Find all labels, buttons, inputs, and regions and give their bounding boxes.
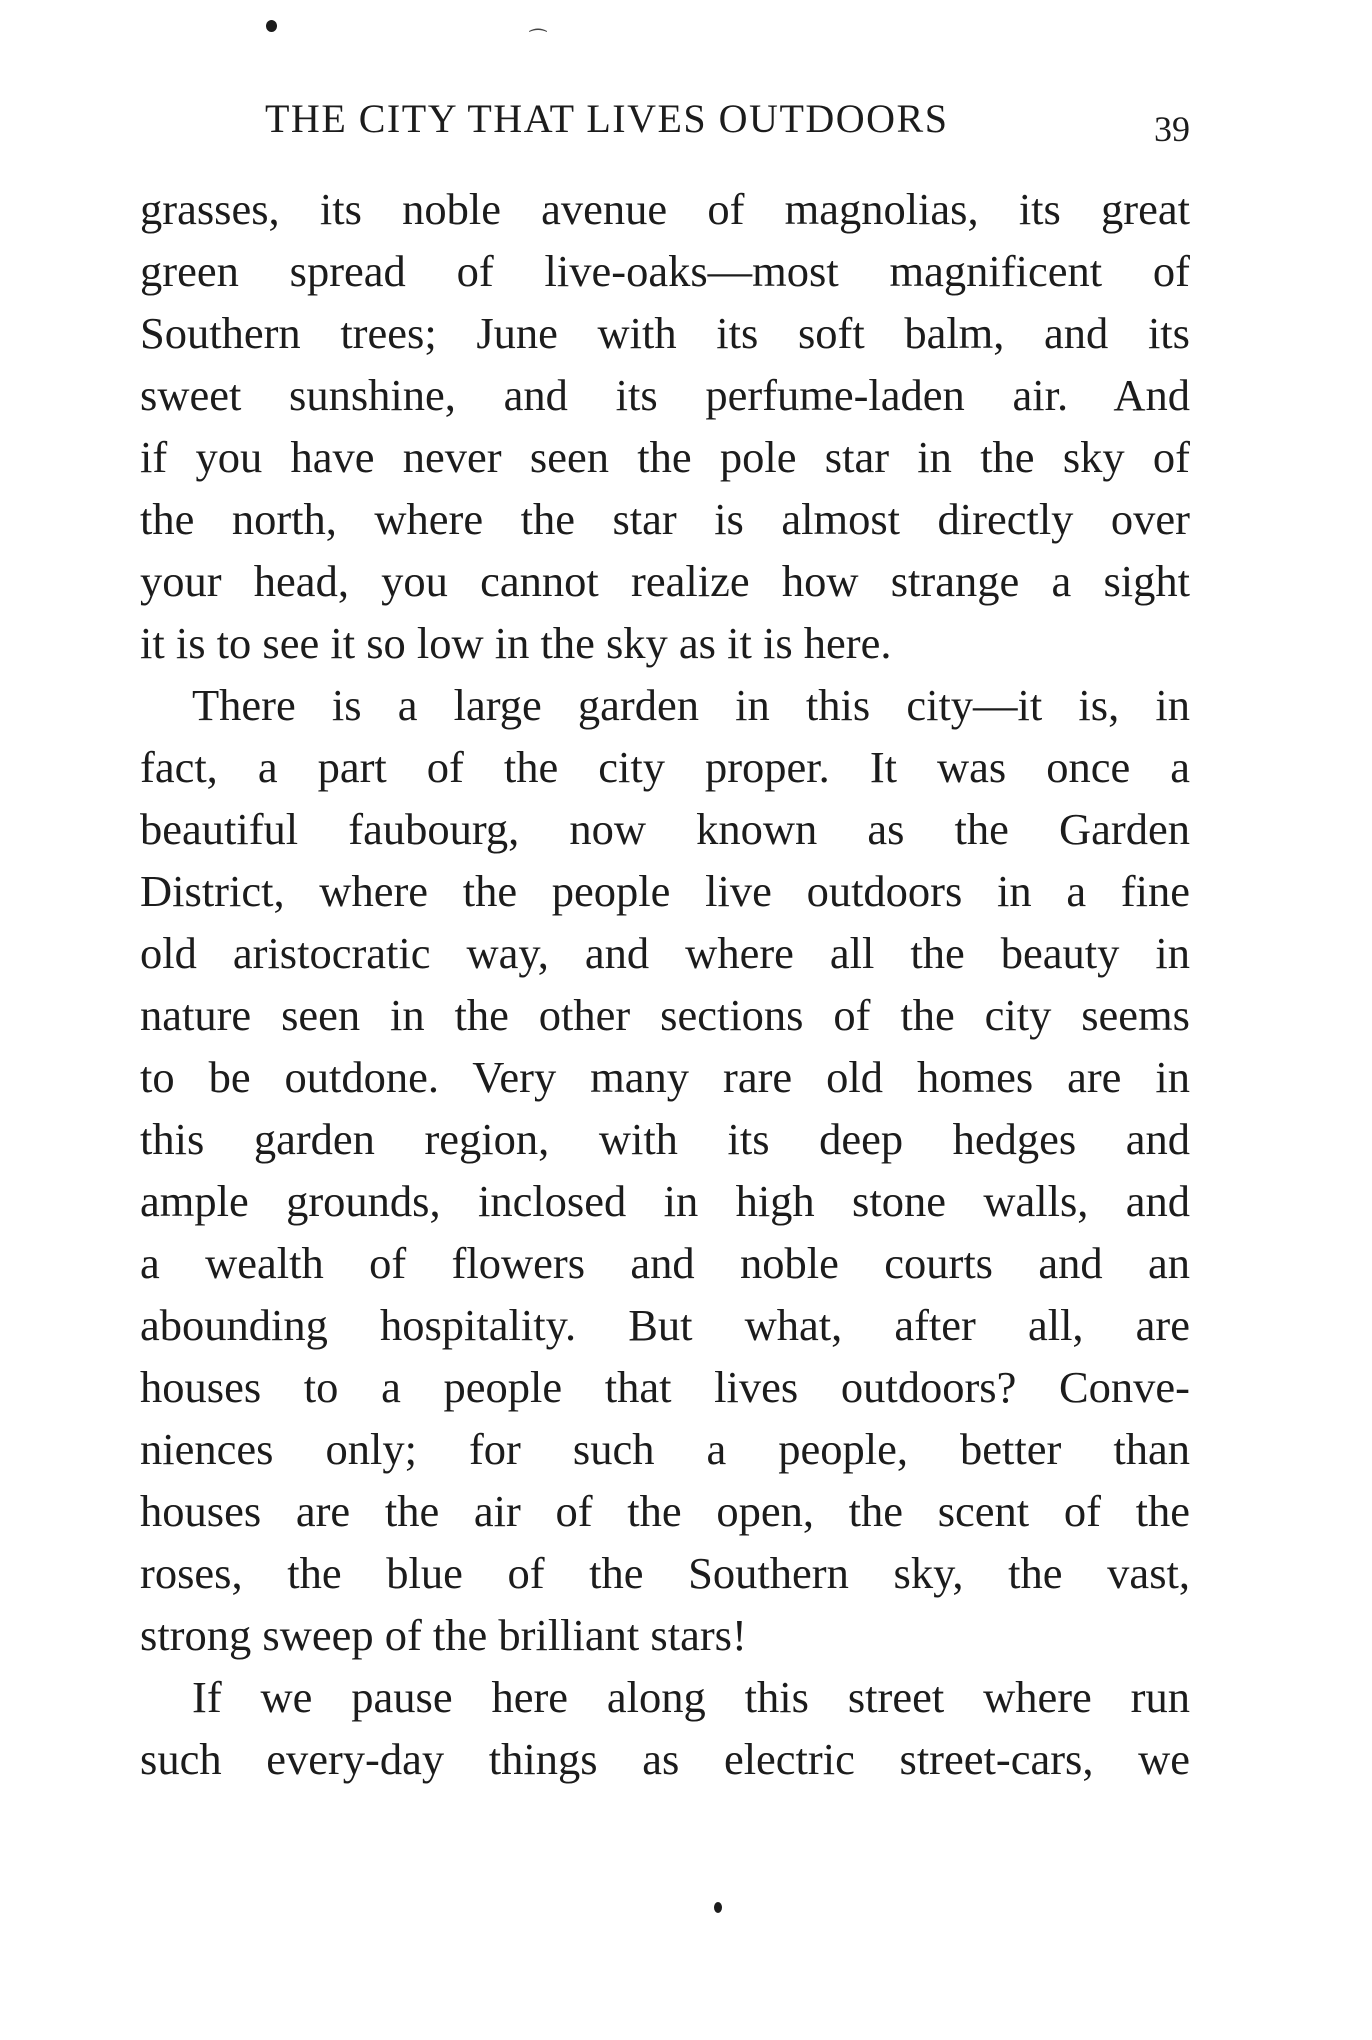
text-line: grasses, its noble avenue of magnolias, its great [140,184,1190,234]
text-line: District, where the people live outdoors in a fine [140,866,1190,916]
text-line: beautiful faubourg, now known as the Garden [140,804,1190,854]
text-line: a wealth of flowers and noble courts and an [140,1238,1190,1288]
text-line: There is a large garden in this city—it is, in [192,680,1190,730]
text-line: green spread of live-oaks—most magnificent of [140,246,1190,296]
page-header [140,94,1190,154]
text-line: ample grounds, inclosed in high stone walls, and [140,1176,1190,1226]
text-line: such every-day things as electric street-cars, we [140,1734,1190,1784]
text-line: this garden region, with its deep hedges and [140,1114,1190,1164]
ink-speck [266,20,277,32]
paragraph [140,1666,1190,1790]
text-line: nature seen in the other sections of the city seems [140,990,1190,1040]
text-line: fact, a part of the city proper. It was once a [140,742,1190,792]
text-line: houses are the air of the open, the scent of the [140,1486,1190,1536]
text-line: If we pause here along this street where run [192,1672,1190,1722]
text-line: abounding hospitality. But what, after all, are [140,1300,1190,1350]
text-line: your head, you cannot realize how strange a sight [140,556,1190,606]
text-line: Southern trees; June with its soft balm, and its [140,308,1190,358]
ink-speck [714,1902,722,1913]
text-line: old aristocratic way, and where all the beauty in [140,928,1190,978]
text-line: to be outdone. Very many rare old homes are in [140,1052,1190,1102]
paragraph [140,178,1190,674]
running-title: THE CITY THAT LIVES OUTDOORS [265,96,949,141]
text-line: if you have never seen the pole star in the sky of [140,432,1190,482]
body-text [140,178,1190,1790]
text-line: sweet sunshine, and its perfume-laden air. And [140,370,1190,420]
text-line: houses to a people that lives outdoors? Conve- [140,1362,1190,1412]
text-line: it is to see it so low in the sky as it is here. [140,618,892,668]
page-number: 39 [1154,109,1190,149]
text-line: roses, the blue of the Southern sky, the vast, [140,1548,1190,1598]
text-line: strong sweep of the brilliant stars! [140,1610,747,1660]
text-line: the north, where the star is almost directly over [140,494,1190,544]
paragraph [140,674,1190,1666]
text-line: niences only; for such a people, better than [140,1424,1190,1474]
pencil-mark: ⁀ [530,30,547,52]
